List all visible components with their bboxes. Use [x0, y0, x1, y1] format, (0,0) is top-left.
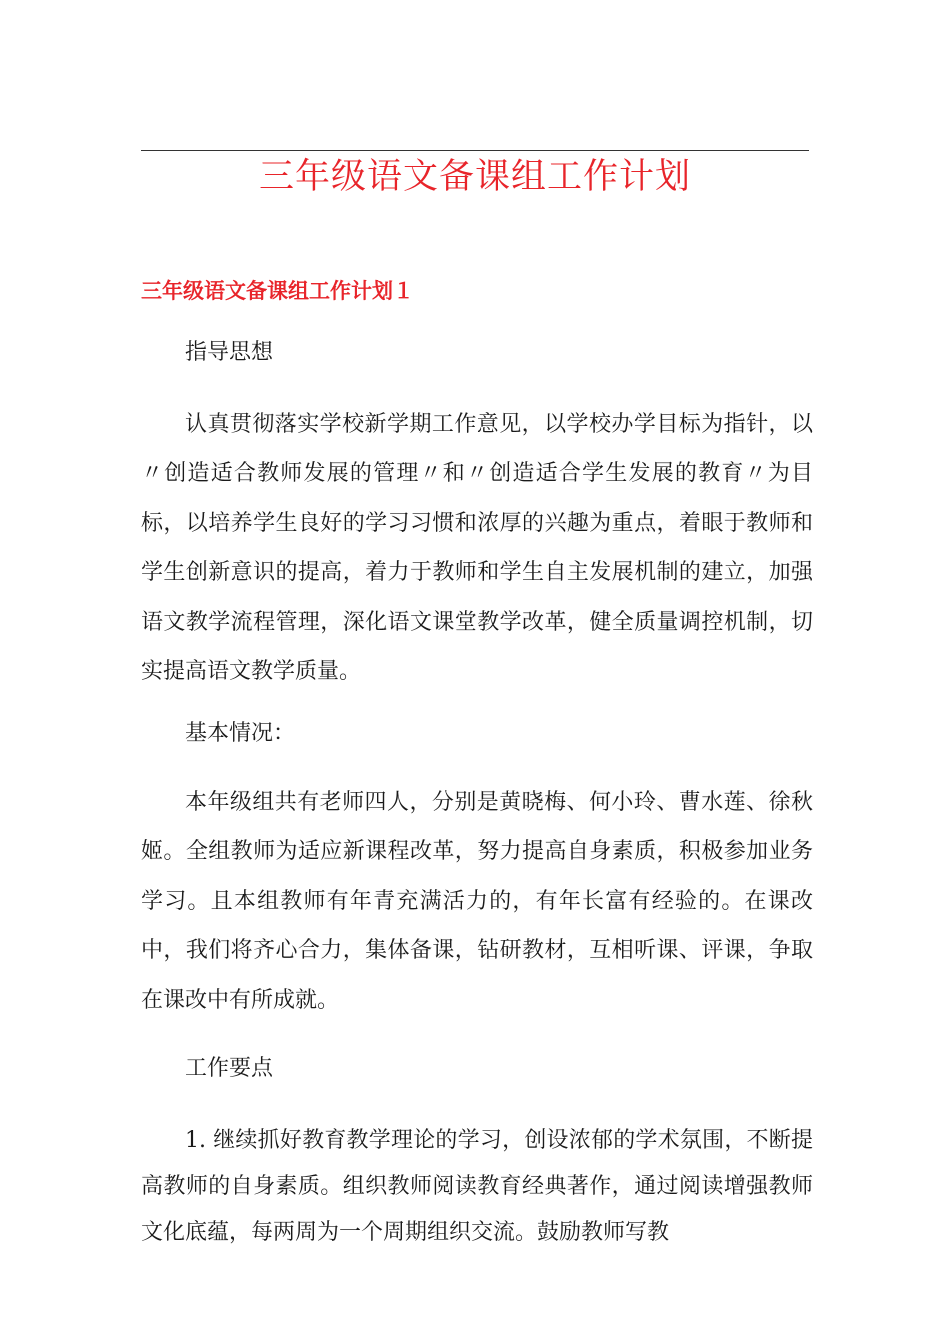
header-rule [141, 150, 809, 151]
points-heading: 工作要点 [185, 1056, 274, 1081]
guiding-heading: 指导思想 [185, 340, 274, 365]
situation-paragraph: 本年级组共有老师四人，分别是黄晓梅、何小玲、曹水莲、徐秋姬。全组教师为适应新课程改革，努力提高自身素质，积极参加业务学习。且本组教师有年青充满活力的，有年长富有经验的。在课改中，我们将齐心合力，集体备课，钻研教材，互相听课、评课，争取在课改中有所成就。 [141, 790, 813, 1013]
section-title: 三年级语文备课组工作计划１ [141, 279, 414, 303]
point-1-paragraph: 1. 继续抓好教育教学理论的学习，创设浓郁的学术氛围，不断提高教师的自身素质。组织教师阅读教育经典著作，通过阅读增强教师文化底蕴，每两周为一个周期组织交流。鼓励教师写教 [141, 1128, 813, 1245]
document-title: 三年级语文备课组工作计划 [258, 157, 691, 197]
situation-heading: 基本情况： [185, 721, 296, 746]
guiding-paragraph: 认真贯彻落实学校新学期工作意见，以学校办学目标为指针，以〃创造适合教师发展的管理〃和〃创造适合学生发展的教育〃为目标，以培养学生良好的学习习惯和浓厚的兴趣为重点，着眼于教师和学生创新意识的提高，着力于教师和学生自主发展机制的建立，加强语文教学流程管理，深化语文课堂教学改革，健全质量调控机制，切实提高语文教学质量。 [141, 412, 813, 685]
